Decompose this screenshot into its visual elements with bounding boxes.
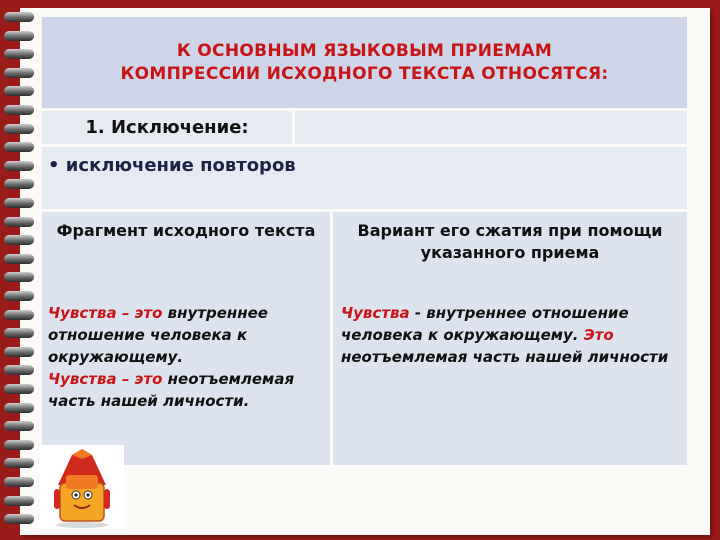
compressed-variant-text	[341, 302, 677, 368]
binding-ring	[4, 347, 34, 357]
source-text-1: внутреннее отношение человека к окружающему.	[48, 304, 268, 366]
binding-ring	[4, 272, 34, 282]
binding-ring	[4, 105, 34, 115]
binding-ring	[4, 12, 34, 22]
variant-text-1: - внутреннее отношение человека к окружающему.	[341, 304, 629, 344]
bullet-row	[42, 147, 687, 209]
source-fragment-cell	[42, 212, 330, 465]
binding-ring	[4, 235, 34, 245]
binding-ring	[4, 161, 34, 171]
compressed-variant-cell	[333, 212, 687, 465]
binding-ring	[4, 496, 34, 506]
bullet-icon: •	[48, 155, 60, 176]
binding-ring	[4, 403, 34, 413]
binding-ring	[4, 68, 34, 78]
binding-ring	[4, 86, 34, 96]
binding-ring	[4, 49, 34, 59]
binding-ring	[4, 291, 34, 301]
page-title	[42, 17, 687, 108]
binding-ring	[4, 384, 34, 394]
binding-ring	[4, 254, 34, 264]
binding-ring	[4, 142, 34, 152]
bullet-text	[48, 155, 296, 176]
binding-ring	[4, 440, 34, 450]
empty-cell	[295, 111, 687, 144]
exclusion-label: 1. Исключение:	[85, 117, 249, 138]
binding-ring	[4, 365, 34, 375]
variant-red-2: Это	[583, 326, 614, 344]
binding-ring	[4, 458, 34, 468]
source-red-1: Чувства – это	[48, 304, 163, 322]
binding-ring	[4, 31, 34, 41]
source-text-2: неотъемлемая часть нашей личности.	[48, 370, 295, 410]
exclusion-label-cell	[42, 111, 292, 144]
binding-ring	[4, 477, 34, 487]
variant-red-1: Чувства	[341, 304, 410, 322]
source-fragment-text	[48, 302, 324, 412]
source-fragment-header: Фрагмент исходного текста	[56, 221, 316, 240]
binding-ring	[4, 179, 34, 189]
source-red-2: Чувства – это	[48, 370, 163, 388]
spiral-binding	[0, 8, 36, 535]
binding-ring	[4, 124, 34, 134]
binding-ring	[4, 328, 34, 338]
cartoon-character-icon	[40, 445, 124, 529]
repeat-removal-text: исключение повторов	[65, 155, 296, 176]
compressed-variant-header: Вариант его сжатия при помощи указанного приема	[357, 221, 663, 262]
variant-text-2: неотъемлемая часть нашей личности	[341, 348, 669, 366]
binding-ring	[4, 310, 34, 320]
binding-ring	[4, 421, 34, 431]
binding-ring	[4, 198, 34, 208]
title-text: К ОСНОВНЫМ ЯЗЫКОВЫМ ПРИЕМАМ КОМПРЕССИИ ИСХОДНОГО ТЕКСТА ОТНОСЯТСЯ:	[120, 40, 609, 84]
binding-ring	[4, 217, 34, 227]
binding-ring	[4, 514, 34, 524]
